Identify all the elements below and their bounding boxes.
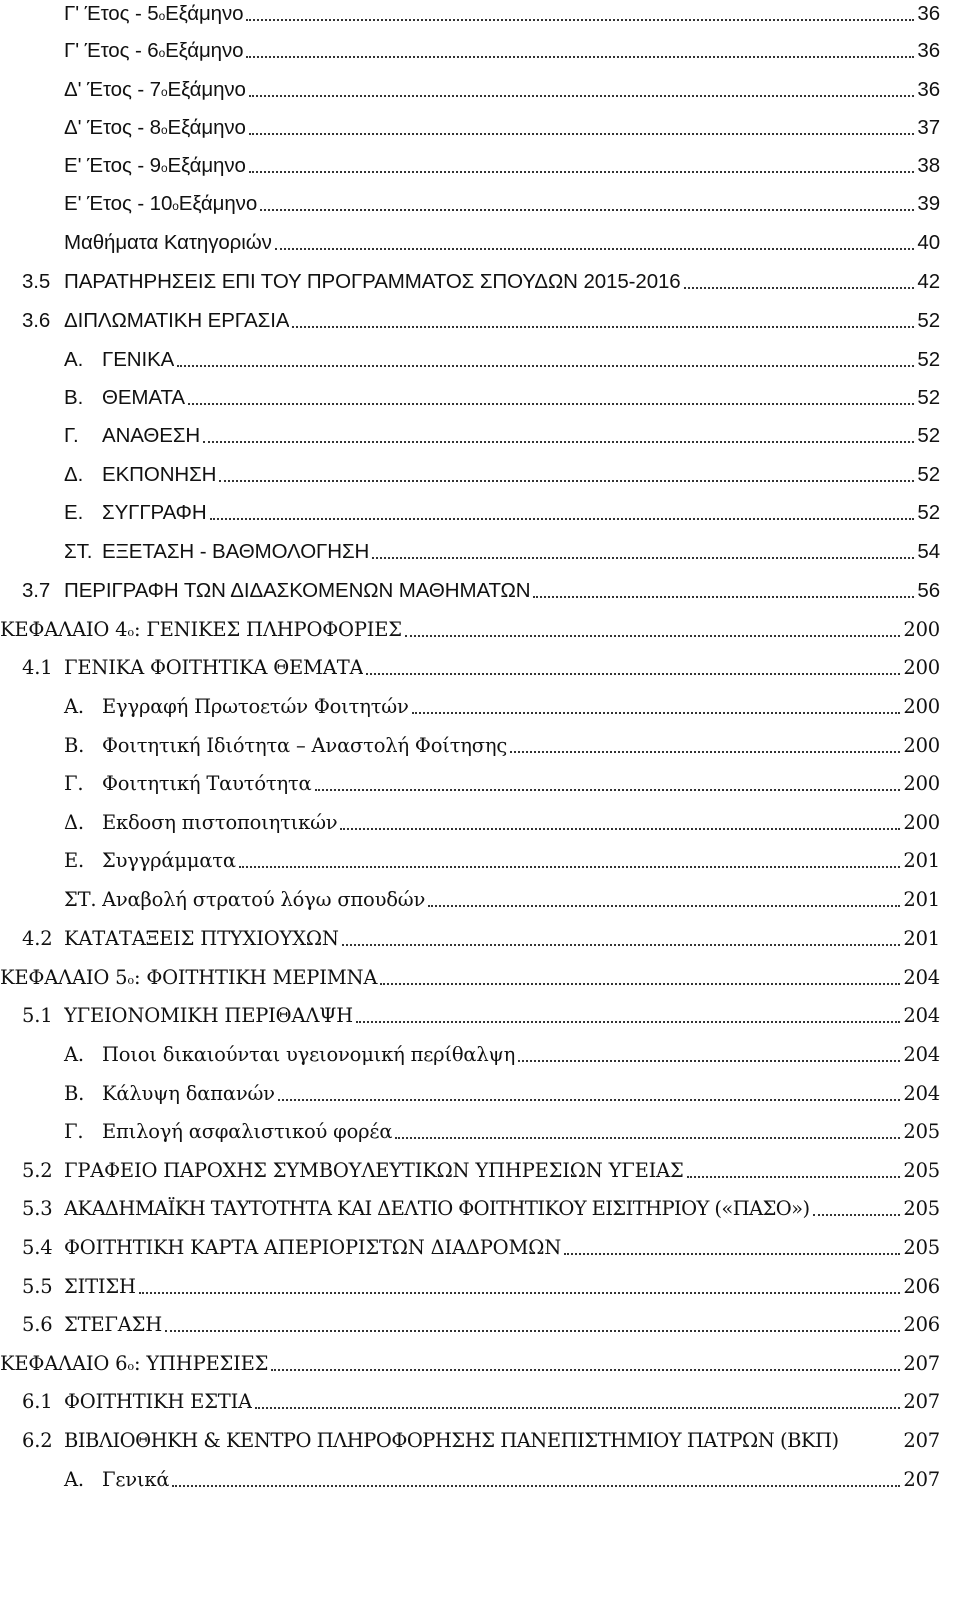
toc-page-number: 36 (917, 39, 940, 62)
dot-leader (255, 1406, 900, 1409)
toc-page-number: 201 (903, 927, 940, 950)
toc-entry[interactable] (64, 1043, 940, 1073)
dot-leader (405, 634, 901, 637)
toc-entry-text: ΓΕΝΙΚΑ (102, 348, 175, 371)
dot-leader (533, 595, 914, 598)
toc-entry-text: ΠΕΡΙΓΡΑΦΗ ΤΩΝ ΔΙΔΑΣΚΟΜΕΝΩΝ ΜΑΘΗΜΑΤΩΝ (64, 579, 531, 602)
toc-entry-number: Δ. (64, 811, 84, 834)
toc-entry[interactable] (22, 1197, 940, 1227)
toc-entry[interactable] (64, 39, 940, 69)
toc-entry[interactable] (64, 192, 940, 222)
toc-page-number: 206 (903, 1313, 940, 1336)
toc-entry[interactable] (22, 579, 940, 609)
toc-entry-text: ΥΓΕΙΟΝΟΜΙΚΗ ΠΕΡΙΘΑΛΨΗ (64, 1004, 353, 1027)
dot-leader (165, 1329, 900, 1332)
toc-entry[interactable] (64, 2, 940, 32)
toc-page-number: 37 (917, 116, 940, 139)
toc-page-number: 200 (903, 734, 940, 757)
toc-page-number: 204 (903, 966, 940, 989)
toc-page-number: 39 (917, 192, 940, 215)
toc-entry[interactable] (64, 463, 940, 493)
toc-entry-number: Β. (64, 386, 84, 409)
toc-entry-text: Γενικά (102, 1468, 170, 1491)
toc-chapter-entry[interactable] (0, 966, 940, 996)
dot-leader (412, 711, 901, 714)
toc-entry[interactable] (64, 540, 940, 570)
toc-entry[interactable] (64, 501, 940, 531)
toc-entry-number: 5.1 (22, 1004, 53, 1027)
toc-entry-superscript: ο (127, 1360, 134, 1373)
toc-page-number: 54 (917, 540, 940, 563)
dot-leader (518, 1059, 900, 1062)
toc-entry[interactable] (22, 1390, 940, 1420)
toc-entry-suffix: Εξάμηνο (178, 192, 258, 215)
toc-entry-number: 3.5 (22, 270, 51, 293)
dot-leader (271, 1368, 900, 1371)
dot-leader (428, 904, 900, 907)
toc-page-number: 205 (903, 1236, 940, 1259)
toc-entry-text: Γ' Έτος - 5 (64, 2, 159, 25)
dot-leader (172, 1484, 900, 1487)
toc-entry-number: 5.4 (22, 1236, 53, 1259)
dot-leader (210, 517, 915, 520)
toc-page-number: 204 (903, 1004, 940, 1027)
dot-leader (687, 1175, 901, 1178)
toc-entry-suffix: Εξάμηνο (165, 2, 244, 25)
dot-leader (356, 1020, 900, 1023)
dot-leader (249, 170, 915, 173)
toc-entry-text: Κάλυψη δαπανών (102, 1082, 275, 1105)
toc-entry-text: Μαθήματα Κατηγοριών (64, 231, 272, 254)
toc-entry[interactable] (22, 309, 940, 339)
dot-leader (342, 943, 901, 946)
toc-entry[interactable] (64, 348, 940, 378)
toc-page-number: 52 (917, 348, 940, 371)
toc-entry-number: Α. (64, 695, 84, 718)
toc-entry-number: Β. (64, 734, 85, 757)
toc-entry[interactable] (22, 1236, 940, 1266)
toc-entry-text: ΕΞΕΤΑΣΗ - ΒΑΘΜΟΛΟΓΗΣΗ (102, 540, 370, 563)
toc-entry[interactable] (22, 656, 940, 686)
toc-entry-number: Ε. (64, 501, 84, 524)
toc-entry[interactable] (22, 270, 940, 300)
toc-entry-superscript: ο (161, 85, 168, 99)
toc-entry-number: 4.1 (22, 656, 53, 679)
dot-leader (340, 827, 900, 830)
toc-entry-number: Γ. (64, 1120, 84, 1143)
dot-leader (249, 94, 915, 97)
toc-entry-superscript: ο (172, 199, 179, 213)
toc-page-number: 52 (917, 309, 940, 332)
dot-leader (564, 1252, 900, 1255)
toc-entry-text: ΓΡΑΦΕΙΟ ΠΑΡΟΧΗΣ ΣΥΜΒΟΥΛΕΥΤΙΚΩΝ ΥΠΗΡΕΣΙΩΝ ΥΓΕΙΑΣ (64, 1159, 684, 1182)
toc-entry[interactable] (64, 78, 940, 108)
toc-entry-number: Β. (64, 1082, 85, 1105)
toc-entry-text: Επιλογή ασφαλιστικού φορέα (102, 1120, 393, 1143)
toc-entry-number: 3.6 (22, 309, 51, 332)
toc-entry-number: Α. (64, 1468, 84, 1491)
toc-entry-text: ΚΕΦΑΛΑΙΟ 5 (0, 966, 128, 989)
toc-page-number: 36 (917, 2, 940, 25)
toc-entry-number: 5.5 (22, 1275, 53, 1298)
dot-leader (278, 1098, 901, 1101)
toc-page-number: 204 (903, 1043, 940, 1066)
toc-entry-suffix: Εξάμηνο (167, 78, 246, 101)
toc-entry-text: Εκδοση πιστοποιητικών (102, 811, 338, 834)
toc-entry-number: 3.7 (22, 579, 51, 602)
toc-entry-superscript: ο (127, 626, 134, 639)
toc-page-number: 205 (903, 1159, 940, 1182)
toc-chapter-entry[interactable] (0, 618, 940, 648)
toc-entry[interactable] (64, 154, 940, 184)
dot-leader (239, 865, 901, 868)
toc-entry-number: 5.3 (22, 1197, 53, 1220)
dot-leader (372, 556, 914, 559)
toc-entry-superscript: ο (158, 46, 166, 60)
toc-entry-text: ΑΝΑΘΕΣΗ (102, 424, 201, 447)
dot-leader (292, 325, 914, 328)
toc-entry-text: Αναβολή στρατού λόγω σπουδών (102, 888, 426, 911)
toc-entry-text: ΣΙΤΙΣΗ (64, 1275, 136, 1298)
toc-entry-superscript: ο (127, 974, 134, 987)
dot-leader (246, 55, 914, 58)
toc-entry[interactable] (22, 927, 940, 957)
toc-entry-number: Ε. (64, 849, 85, 872)
toc-entry[interactable] (64, 811, 940, 841)
toc-entry[interactable] (64, 116, 940, 146)
toc-entry[interactable] (64, 1468, 940, 1498)
toc-entry[interactable] (64, 1120, 940, 1150)
toc-entry-text: ΚΑΤΑΤΑΞΕΙΣ ΠΤΥΧΙΟΥΧΩΝ (64, 927, 339, 950)
dot-leader (246, 18, 914, 21)
toc-entry-text: Δ' Έτος - 8 (64, 116, 161, 139)
toc-entry-text: ΣΤΕΓΑΣΗ (64, 1313, 163, 1336)
toc-entry-superscript: ο (158, 9, 166, 23)
toc-entry[interactable] (22, 1313, 940, 1343)
toc-page-number: 42 (917, 270, 940, 293)
toc-entry-text: Εγγραφή Πρωτοετών Φοιτητών (102, 695, 409, 718)
toc-page-number: 201 (903, 888, 940, 911)
dot-leader (275, 247, 915, 250)
dot-leader (249, 132, 915, 135)
toc-entry-number: ΣΤ. (64, 540, 93, 563)
toc-chapter-entry[interactable] (0, 1352, 940, 1382)
toc-entry-text: Φοιτητική Ταυτότητα (102, 772, 312, 795)
toc-entry[interactable] (64, 772, 940, 802)
toc-entry[interactable] (64, 386, 940, 416)
toc-entry-number: 6.1 (22, 1390, 53, 1413)
toc-entry-text: Ε' Έτος - 9 (64, 154, 161, 177)
dot-leader (203, 440, 914, 443)
toc-entry-superscript: ο (161, 123, 168, 137)
toc-entry-suffix: : ΓΕΝΙΚΕΣ ΠΛΗΡΟΦΟΡΙΕΣ (133, 618, 402, 641)
dot-leader (510, 750, 900, 753)
toc-entry[interactable] (64, 695, 940, 725)
toc-page-number: 207 (903, 1390, 940, 1413)
toc-page-number: 52 (917, 501, 940, 524)
dot-leader (684, 286, 915, 289)
toc-entry[interactable] (64, 424, 940, 454)
toc-entry-number: Α. (64, 1043, 84, 1066)
toc-entry[interactable] (22, 1429, 940, 1459)
toc-entry-text: ΘΕΜΑΤΑ (102, 386, 185, 409)
toc-entry[interactable] (64, 849, 940, 879)
toc-page-number: 200 (903, 772, 940, 795)
dot-leader (366, 672, 900, 675)
toc-entry-number: 4.2 (22, 927, 53, 950)
toc-entry-number: Δ. (64, 463, 84, 486)
toc-entry[interactable] (64, 888, 940, 918)
toc-entry-suffix: Εξάμηνο (167, 116, 246, 139)
toc-page-number: 205 (903, 1197, 940, 1220)
dot-leader (177, 364, 914, 367)
toc-entry-number: Α. (64, 348, 84, 371)
toc-page-number: 200 (903, 811, 940, 834)
dot-leader (188, 402, 914, 405)
dot-leader (219, 479, 914, 482)
dot-leader (315, 788, 901, 791)
toc-page-number: 52 (917, 424, 940, 447)
toc-entry-suffix: : ΦΟΙΤΗΤΙΚΗ ΜΕΡΙΜΝΑ (133, 966, 378, 989)
toc-page-number: 200 (903, 618, 940, 641)
toc-page-number: 56 (917, 579, 940, 602)
toc-page-number: 201 (903, 849, 940, 872)
toc-entry-text: ΒΙΒΛΙΟΘΗΚΗ & ΚΕΝΤΡΟ ΠΛΗΡΟΦΟΡΗΣΗΣ ΠΑΝΕΠΙΣΤΗΜΙΟΥ ΠΑΤΡΩΝ (ΒΚΠ) (64, 1429, 839, 1452)
toc-page-number: 204 (903, 1082, 940, 1105)
toc-entry-suffix: Εξάμηνο (165, 39, 244, 62)
toc-entry-text: ΑΚΑΔΗΜΑΪΚΗ ΤΑΥΤΟΤΗΤΑ ΚΑΙ ΔΕΛΤΙΟ ΦΟΙΤΗΤΙΚΟΥ ΕΙΣΙΤΗΡΙΟΥ («ΠΑΣΟ») (64, 1197, 810, 1220)
toc-entry-text: ΚΕΦΑΛΑΙΟ 4 (0, 618, 128, 641)
toc-entry[interactable] (22, 1004, 940, 1034)
dot-leader (380, 982, 900, 985)
toc-page-number: 200 (903, 656, 940, 679)
toc-entry[interactable] (64, 1082, 940, 1112)
toc-entry-text: ΔΙΠΛΩΜΑΤΙΚΗ ΕΡΓΑΣΙΑ (64, 309, 290, 332)
toc-entry-superscript: ο (160, 161, 168, 175)
toc-entry-suffix: : ΥΠΗΡΕΣΙΕΣ (133, 1352, 269, 1375)
toc-entry-number: ΣΤ. (64, 888, 97, 911)
toc-entry-text: ΣΥΓΓΡΑΦΗ (102, 501, 207, 524)
toc-entry[interactable] (64, 231, 940, 261)
toc-entry-number: Γ. (64, 424, 79, 447)
toc-entry-number: 6.2 (22, 1429, 53, 1452)
dot-leader (839, 1452, 904, 1453)
toc-entry-text: Δ' Έτος - 7 (64, 78, 161, 101)
toc-page-number: 52 (917, 386, 940, 409)
toc-page-number: 36 (917, 78, 940, 101)
toc-entry-number: 5.6 (22, 1313, 53, 1336)
toc-entry-text: Φοιτητική Ιδιότητα – Αναστολή Φοίτησης (102, 734, 508, 757)
toc-page-number: 200 (903, 695, 940, 718)
toc-entry-text: ΕΚΠΟΝΗΣΗ (102, 463, 217, 486)
dot-leader (395, 1136, 900, 1139)
toc-entry-text: Γ' Έτος - 6 (64, 39, 159, 62)
toc-entry[interactable] (64, 734, 940, 764)
dot-leader (813, 1213, 901, 1216)
toc-entry-number: Γ. (64, 772, 84, 795)
toc-entry-text: ΓΕΝΙΚΑ ΦΟΙΤΗΤΙΚΑ ΘΕΜΑΤΑ (64, 656, 364, 679)
toc-entry[interactable] (22, 1159, 940, 1189)
dot-leader (139, 1291, 901, 1294)
toc-entry-text: ΦΟΙΤΗΤΙΚΗ ΚΑΡΤΑ ΑΠΕΡΙΟΡΙΣΤΩΝ ΔΙΑΔΡΟΜΩΝ (64, 1236, 562, 1259)
toc-page-number: 206 (903, 1275, 940, 1298)
toc-entry-text: Ποιοι δικαιούνται υγειονομική περίθαλψη (102, 1043, 516, 1066)
toc-page-number: 207 (903, 1468, 940, 1491)
toc-entry[interactable] (22, 1275, 940, 1305)
toc-entry-suffix: Εξάμηνο (167, 154, 246, 177)
toc-page-number: 52 (917, 463, 940, 486)
toc-entry-text: ΚΕΦΑΛΑΙΟ 6 (0, 1352, 128, 1375)
toc-page-number: 207 (903, 1429, 940, 1452)
dot-leader (260, 208, 914, 211)
toc-entry-text: Ε' Έτος - 10 (64, 192, 173, 215)
toc-entry-text: ΠΑΡΑΤΗΡΗΣΕΙΣ ΕΠΙ ΤΟΥ ΠΡΟΓΡΑΜΜΑΤΟΣ ΣΠΟΥΔΩΝ 2015-2016 (64, 270, 681, 293)
toc-entry-text: Συγγράμματα (102, 849, 236, 872)
toc-page-number: 205 (903, 1120, 940, 1143)
toc-page-number: 207 (903, 1352, 940, 1375)
toc-entry-number: 5.2 (22, 1159, 53, 1182)
toc-page-number: 38 (917, 154, 940, 177)
toc-page-number: 40 (917, 231, 940, 254)
toc-entry-text: ΦΟΙΤΗΤΙΚΗ ΕΣΤΙΑ (64, 1390, 252, 1413)
